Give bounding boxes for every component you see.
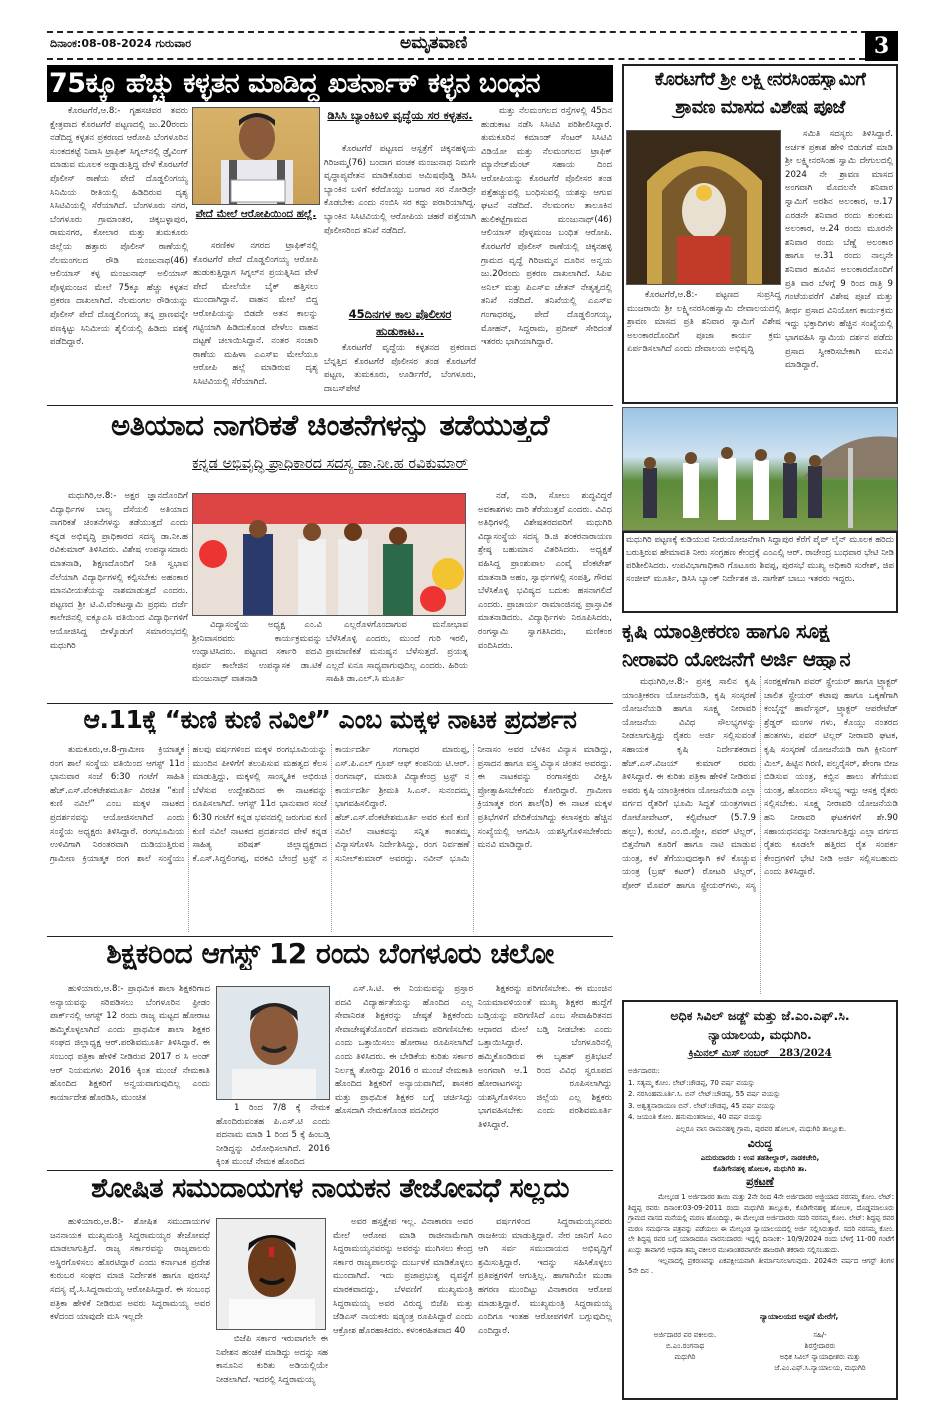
story3-body: ತುಮಕೂರು,ಆ.8-ಗ್ರಾಮೀಣ ಕ್ರಿಯಾತ್ಮಕ ರಂಗ ಶಾಲೆ ಸಂಸ್ಥೆಯ ವತಿಯಿಂದ ಆಗಸ್ಟ್ 11ರ ಭಾನುವಾರ ಸಂಜೆ 6:30 ಗಂಟೆಗೆ ಸಾಹಿತಿ ಹೆಚ್.ಎಸ್.ವೆಂಕಟೇಶಮೂರ್ತಿ ವಿರಚಿತ “ಕುಣಿ ಕುಣಿ ನವಿಲೆ” ಎಂಬ ಮಕ್ಕಳ ನಾಟಕದ ಪ್ರದರ್ಶನವನ್ನು ಆಯೋಜಿಸಲಾಗಿದೆ ಎಂದು ಸಂಸ್ಥೆಯ ಅಧ್ಯಕ್ಷರು ತಿಳಿಸಿದ್ದಾರೆ. ರಂಗಭೂಮಿಯ ಉಳಿವಿಗಾಗಿ ನಿರಂತರವಾಗಿ ದುಡಿಯುತ್ತಿರುವ ಗ್ರಾಮೀಣ ಕ್ರಿಯಾತ್ಮಕ ರಂಗ ಶಾಲೆ ಸಂಸ್ಥೆಯು ಹಲವು ವರ್ಷಗಳಿಂದ ಮಕ್ಕಳ ರಂಗಭೂಮಿಯನ್ನು ಮುಂದಿನ ಪೀಳಿಗೆಗೆ ತಲುಪಿಸುವ ಮಹತ್ವದ ಕೆಲಸ ಮಾಡುತ್ತಿದ್ದು, ಮಕ್ಕಳಲ್ಲಿ ಸಾಂಸ್ಕೃತಿಕ ಅಭಿರುಚಿ ಬೆಳೆಸುವ ಉದ್ದೇಶದಿಂದ ಈ ನಾಟಕವನ್ನು ರೂಪಿಸಲಾಗಿದೆ. ಆಗಸ್ಟ್ 11ರ ಭಾನುವಾರ ಸಂಜೆ 6:30 ಗಂಟೆಗೆ ಕನ್ನಡ ಭವನದಲ್ಲಿ ಜರುಗುವ ಕುಣಿ ಕುಣಿ ನವಿಲೆ ನಾಟಕದ ಪ್ರದರ್ಶನದ ವೇಳೆ ಕನ್ನಡ ಸಾಹಿತ್ಯ ಪರಿಷತ್ ಜಿಲ್ಲಾಧ್ಯಕ್ಷರಾದ ಕೆ.ಎಸ್.ಸಿದ್ದಲಿಂಗಪ್ಪ, ವರಕವಿ ಬೇಂದ್ರೆ ಟ್ರಸ್ಟ್ ನ ಕಾರ್ಯದರ್ಶಿ ಗಂಗಾಧರ ಮಾರುಪ್ಪ, ಎಸ್.ಪಿ.ಎಲ್ ಗ್ರೂಪ್ ಆಫ್ ಕಂಪನಿಯ ಟಿ.ಆರ್. ರಂಗನಾಥ್, ಮಾರುತಿ ವಿದ್ಯಾಕೇಂದ್ರ ಟ್ರಸ್ಟ್ ನ ಕಾರ್ಯದರ್ಶಿ ಶ್ರೀಮತಿ ಸಿ.ಎಸ್. ಸುನಂದಮ್ಮ ಭಾಗವಹಿಸಲಿದ್ದಾರೆ. ಹೆಚ್.ಎಸ್.ವೆಂಕಟೇಶಮೂರ್ತಿ ಅವರ ಕುಣಿ ಕುಣಿ ನವಿಲೆ ನಾಟಕವನ್ನು ಸನ್ನಿತ ಕಾಂತಮ್ಮ ವಿನ್ಯಾಸಗೊಳಿಸಿ ನಿರ್ದೇಶಿಸಿದ್ದು, ರಂಗ ನಿರ್ವಹಣೆ ಸುನೀಲ್‌ಕುಮಾರ್ ಅವರದ್ದು. ನವೀನ್ ಭೂಮಿ ನೀನಾಸಂ ಅವರ ಬೆಳಕಿನ ವಿನ್ಯಾಸ ಮಾಡಿದ್ದು, ಪ್ರಸಾದನ ಹಾಗೂ ವಸ್ತ್ರ ವಿನ್ಯಾಸ ಚಿಂತನ ಅವರದ್ದು. ಈ ನಾಟಕವನ್ನು ರಂಗಾಸಕ್ತರು ವೀಕ್ಷಿಸಿ ಪ್ರೋತ್ಸಾಹಿಸಬೇಕೆಂದು ಕೋರಿದ್ದಾರೆ. ಗ್ರಾಮೀಣ ಕ್ರಿಯಾತ್ಮಕ ರಂಗ ಶಾಲೆ(ರಿ) ಈ ನಾಟಕ ಮಕ್ಕಳ ಪ್ರತಿಭೆಗಳಿಗೆ ವೇದಿಕೆಯಾಗಿದ್ದು ಕಲಾಸಕ್ತರು ಹೆಚ್ಚಿನ ಸಂಖ್ಯೆಯಲ್ಲಿ ಆಗಮಿಸಿ ಯಶಸ್ವಿಗೊಳಿಸಬೇಕೆಂದು ಮನವಿ ಮಾಡಿದ್ದಾರೆ. bbox=[50, 745, 612, 864]
story2-col2: ವಿದ್ಯಾಸಂಸ್ಥೆಯ ಅಧ್ಯಕ್ಷ ಎಂ.ವಿ ಶ್ರೀನಿವಾಸರವರು ಕಾರ್ಯಕ್ರಮವನ್ನು ಉದ್ಘಾಟಿಸಿದರು. ಪಟ್ಟಣದ ಸರ್ಕಾರಿ ಪದವಿ ಪೂರ್ವ ಕಾಲೇಜಿನ ಉಪನ್ಯಾಸಕ ಡಾ.ಟಿಕೆ ಮಂಜುನಾಥ್ ವಾತನಾಡಿ bbox=[192, 620, 322, 685]
story2-col1: ಮಧುಗಿರಿ,ಆ.8:- ಅಕ್ಷರ ಜ್ಞಾನದೊಂದಿಗೆ ವಿದ್ಯಾರ್ಥಿಗಳ ಬಾಲ್ಯ ದೆಸೆಯಲಿ ಅತಿಯಾದ ನಾಗರಿಕತೆ ಚಿಂತನೆಗಳನ್ನು ತಡೆಯುತ್ತದೆ ಎಂದು ಕನ್ನಡ ಅಭಿವೃದ್ಧಿ ಪ್ರಾಧಿಕಾರದ ಸದಸ್ಯ ಡಾ.ನೀ.ಹ ರವಿಕುಮಾರ್ ತಿಳಿಸಿದರು. ವಿಶೇಷ ಉಪನ್ಯಾಸದಾರು ಮಾತನಾಡಿ, ಶಿಕ್ಷಣದೊಂದಿಗೆ ನೀತಿ ಸ್ವಭಾವ ನೆಲೆಯಾಗಿ ವಿದ್ಯಾರ್ಥಿಗಳಲ್ಲಿ ಕಲ್ಪಿಸಬೇಕು ಅಹಂಕಾರ ಮಾನವೀಯತೆಯನ್ನು ನಾಶಮಾಡುತ್ತದೆ ಎಂದರು. ಪಟ್ಟಣದ ಶ್ರೀ ಟಿ.ವಿ.ವೆಂಕಟಸ್ವಾಮಿ ಪ್ರಥಮ ದರ್ಜೆ ಕಾಲೇಜಿನಲ್ಲಿ ಐಕ್ಯೂಎಸಿ ವತಿಯಿಂದ ವಿದ್ಯಾರ್ಥಿಗಳಿಗೆ ಆಯೋಜಿಸಿದ್ದ ಬೀಳ್ಕೊಡುಗೆ ಸಮಾರಂಭದಲ್ಲಿ ಮಧುಗಿರಿ bbox=[50, 491, 188, 651]
temple-deity-photo bbox=[626, 130, 781, 285]
story1-headline: 75ಕ್ಕೂ ಹೆಚ್ಚು ಕಳ್ಳತನ ಮಾಡಿದ್ದ ಖತರ್ನಾಕ್ ಕಳ್ಳನ ಬಂಧನ bbox=[47, 65, 613, 102]
temple-headline-2: ಶ್ರಾವಣ ಮಾಸದ ವಿಶೇಷ ಪೂಜೆ bbox=[675, 98, 845, 118]
story1-photo-caption: ಪೇದೆ ಮೇಲೆ ಆರೋಪಿಯಿಂದ ಹಲ್ಲೆ. bbox=[195, 208, 317, 220]
story5-col3: ಅವರ ಹಸ್ತಕ್ಷೇಪ ಇಲ್ಲ. ವಿನಾಕಾರಣ ಅವರ ಮೇಲೆ ಆರೋಪ ಮಾಡಿ ರಾಜೀನಾಮೆಗಾಗಿ ಸಿದ್ದರಾಮಯ್ಯನವರನ್ನು ಅವರನ್ನು ಮುಗಿಸಲು ಕೇಂದ್ರ ಸರ್ಕಾರ ರಾಜ್ಯಪಾಲರನ್ನು ದುರ್ಬಳಕೆ ಮಾಡಿಕೊಳ್ಳಲು ಮುಂದಾಗಿದೆ. ಇದು ಪ್ರಜಾಪ್ರಭುತ್ವ ವ್ಯವಸ್ಥೆಗೆ ಮಾರಕವಾದದ್ದು, ಬೆಳವಣಿಗೆ ಮುಖ್ಯಮಂತ್ರಿ ಸಿದ್ದರಾಮಯ್ಯ ಅವರ ವಿರುದ್ಧ ಬಿಜೆಪಿ ಮತ್ತು ಜೆಡಿಎಸ್ ನಾಯಕರು ಷಡ್ಯಂತ್ರ ರೂಪಿಸಿದ್ದಾರೆ ಎಂದು ಆಕ್ರೋಶ ಹೊರಹಾಕಿದರು. ಕಳಂಕರಹಿತವಾದ 40 bbox=[333, 1217, 473, 1336]
story5-col4: ವರ್ಷಗಳಿಂದ ಸಿದ್ದರಾಮಯ್ಯನವರು ರಾಜಕೀಯ ಮಾಡುತ್ತಿದ್ದಾರೆ. ನೇರ ಜಾನಿಗೆ ಸಿಎಂ ಆಗಿ ಸರ್ವ ಸಮುದಾಯದ ಅಭಿವೃದ್ಧಿಗೆ ಶ್ರಮಿಸುತ್ತಿದ್ದಾರೆ. ಇದನ್ನು ಸಹಿಸಿಕೊಳ್ಳಲು ಪ್ರತಿಪಕ್ಷಗಳಿಗೆ ಆಗುತ್ತಿಲ್ಲ. ಹಾಗಾಗಿಯೇ ಮುಡಾ ಹಗರಣ ಮುಂದಿಟ್ಟು ವಿನಾಕಾರಣ ಆರೋಪ ಮಾಡುತ್ತಿದ್ದಾರೆ. ಮುಖ್ಯಮಂತ್ರಿ ಸಿದ್ದರಾಮಯ್ಯ ಎಂದಿಗೂ ಇಂತಹ ಆರೋಪಗಳಿಗೆ ಬಗ್ಗುವುದಿಲ್ಲ ಎಂದಿದ್ದಾರೆ. bbox=[478, 1217, 612, 1336]
story2-headline: ಅತಿಯಾದ ನಾಗರಿಕತೆ ಚಿಂತನೆಗಳನ್ನು ತಡೆಯುತ್ತದೆ bbox=[110, 410, 549, 442]
water-project-photo bbox=[622, 407, 898, 531]
story1-photo-accused bbox=[192, 107, 320, 205]
notice-advocate: ಅರ್ಜಿದಾರರ ಪರ ವಕೀಲರು. ಬಿ.ಎಂ.ರಂಗನಾಥ ಮಧುಗಿರಿ bbox=[653, 1331, 717, 1361]
story4-headline: ಶಿಕ್ಷಕರಿಂದ ಆಗಸ್ಟ್ 12 ರಂದು ಬೆಂಗಳೂರು ಚಲೋ bbox=[106, 939, 554, 970]
notice-versus: ವಿರುದ್ಧ bbox=[747, 1137, 773, 1150]
story1-subhead-dcc: ಡಿಸಿಸಿ ಬ್ಯಾಂಕಿಬಳಿ ವೃದ್ಧೆಯ ಸರ ಕಳ್ಳತನ. bbox=[327, 108, 473, 122]
story1-col3a: ಕೊರಟಗೆರೆ ಪಟ್ಟಣದ ಆಸ್ಪತ್ರೆಗೆ ಚಿಕ್ಕನಹಳ್ಳಿಯ ಗಿರಿಜಮ್ಮ(76) ಬಂದಾಗ ವಂಚಕ ಮಂಜುನಾಥ ನಿಮಗೇ ವೃದ್ಧಾಪ್ಯವೇತನ ಮಾಡಿಕೊಡುವ ಆಮಿಷವೊಡ್ಡಿ ಡಿಸಿಸಿ ಬ್ಯಾಂಕಿನ ಬಳಿಗೆ ಕರೆದೊಯ್ದು ಬಂಗಾರ ಸರ ನೋಡಿದ್ರೇ ಕೊಡಬೇಕು ಎಂದು ನಂಬಿಸಿ ಸರ ಕದ್ದು ಪರಾರಿಯಾಗಿದ್ದ. ಬ್ಯಾಂಕಿನ ಸಿಸಿಟಿವಿಯಲ್ಲಿ ಆರೋಪಿಯ ಚಹರೆ ಪತ್ತೆಯಾಗಿ ಪೊಲೀಸರಿಂದ ತನಿಖೆ ನಡೆದಿದೆ. bbox=[324, 144, 476, 236]
header-rule-bottom bbox=[47, 58, 865, 60]
notice-case-number: ಕ್ರಿಮಿನಲ್ ಮಿಸ್ ನಂಬರ್ 283/2024 bbox=[688, 1048, 832, 1059]
page-number: 3 bbox=[865, 31, 898, 61]
story4-col3: ಎಸ್.ಸಿ.ಟಿ. ಈ ನಿಯಮವನ್ನು ಪ್ರಸ್ತಾರ ಪದವಿ ವಿದ್ಯಾರ್ಹತೆಯನ್ನು ಹೊಂದಿದ ಎಲ್ಲ ಸೇವಾನಿರತ ಶಿಕ್ಷಕರನ್ನು ಜೇಷ್ಠತೆ ಶಿಕ್ಷಕರೆಂದು ಸೇವಾಜೇಷ್ಠತೆಯೊಂದಿಗೆ ಪದನಾಮ ಪರಿಗಣಿಸಬೇಕು ಎಂದು ಒತ್ತಾಯಿಸಲು ಹೋರಾಟ ರೂಪಿಸಲಾಗಿದೆ ಎಂದು ತಿಳಿಸಿದರು. ಈ ಬೇಡಿಕೆಯ ಕುರಿತು ಸರ್ಕಾರ ನಿರ್ಲಕ್ಷ್ಯ ತೋರಿದ್ದು 2016 ರ ಮುಂಚೆ ನೇಮಕಾತಿ ಹೊಂದಿದ ಶಿಕ್ಷಕರಿಗೆ ಅನ್ಯಾಯವಾಗಿದೆ, ಶಾಸಕರ ಮತ್ತು ಪ್ರಾಥಮಿಕ ಶಿಕ್ಷಕರ ಬಗ್ಗೆ ಚರ್ಚಿಸಿದ್ದು ಹೊಸದಾಗಿ ನೇಮಕಗೊಂಡ ಪದವೀಧರ bbox=[335, 984, 473, 1117]
story5-portrait bbox=[216, 1218, 326, 1330]
temple-col-bottom: ಕೊರಟಗೆರೆ,ಆ.8:- ಪಟ್ಟಣದ ಸುಪ್ರಸಿದ್ಧ ಮುಜರಾಯಿ ಶ್ರೀ ಲಕ್ಷ್ಮೀನರಸಿಂಹಸ್ವಾಮಿ ದೇವಾಲಯದಲ್ಲಿ ಶ್ರಾವಣ ಮಾಸದ ಪ್ರತಿ ಶನಿವಾರ ಸ್ವಾಮಿಗೆ ವಿಶೇಷ ಅಲಂಕಾರದೊಂದಿಗೆ ಪೂಜಾ ಕಾರ್ಯ ಕ್ರಮ ಏರ್ಪಡಿಸಲಾಗಿದೆ ಎಂದು ದೇವಾಲಯ ಅಭಿವೃದ್ಧಿ bbox=[627, 290, 781, 355]
story4-col2: 1 ರಿಂದ 7/8 ಕ್ಕೆ ನೇಮಕ ಹೊಂದಿರುವಂತಹ ಪಿ.ಎಸ್.ಟಿ ಎಂದು ಪದನಾಮ ಮಾಡಿ 1 ರಿಂದ 5 ಕ್ಕೆ ಹಿಂಬಡ್ತಿ ನೀಡಿದ್ದನ್ನು ವಿರೋಧಿಸಲಾಗಿದೆ. 2016 ಕ್ಕಿಂತ ಮುಂಚೆ ನೇಮಕ ಹೊಂದಿದ bbox=[216, 1103, 330, 1168]
masthead: ಅಮೃತವಾಣಿ bbox=[400, 33, 468, 53]
story2-event-photo bbox=[192, 493, 466, 616]
temple-headline-1: ಕೊರಟಗೆರೆ ಶ್ರೀ ಲಕ್ಷ್ಮೀನರಸಿಂಹಸ್ವಾಮಿಗೆ bbox=[654, 70, 866, 90]
divider bbox=[47, 405, 613, 406]
story1-col3b: ಕೊರಟಗೆರೆ ವೃದ್ಧೆಯ ಕಳ್ಳತನದ ಪ್ರಕರಣದ ಬೆನ್ನತ್ತಿದ ಕೊರಟಗೆರೆ ಪೊಲೀಸರ ತಂಡ ಕೊರಟಗೆರೆ ಪಟ್ಟಣ, ತುಮಕೂರು, ಊರ್ಡಿಗೆರೆ, ಬೆಂಗಳೂರು, ದಾಬಸ್‌ಪೇಟೆ bbox=[324, 343, 476, 394]
story2-col3: ಎಲ್ಲರೊಳಗೊಂದಾಗುವ ಮನೋಭಾವ ಬೆಳೆಸಿಕೊಳ್ಳಿ ಎಂದರು, ಮುಂದೆ ಗುರಿ ಇರಲಿ, ಪ್ರಾಮಾಣಿಕತೆ ಮನುಷ್ಯನ ಬೆಳೆಸುತ್ತದೆ. ಪ್ರಯತ್ನ ಎಲ್ಲದೆ ಏನೂ ಸಾಧ್ಯವಾಗುವುದಿಲ್ಲ ಎಂದರು. ಹಿರಿಯ ಸಾಹಿತಿ ಡಾ.ಎಲ್.ಸಿ ಮೂರ್ತಿ bbox=[326, 620, 468, 685]
notice-body: ಮೇಲ್ಕಂಡ 1 ಅರ್ಜಿದಾರರ ತಾಯಿ ಮತ್ತು 2ನೇ ರಿಂದ 4ನೇ ಅರ್ಜಿದಾರರ ಅಜ್ಜಿಯಾದ ನರಸಮ್ಮ ಕೋಂ. ಲೇಟ್: ಶಿದ್ಧಪ್ಪ ರವರು ದಿನಾಂಕ:03-09-2011 ರಂದು ಮಧುಗಿರಿ ತಾಲ್ಲೂಕು, ಕೊಡಿಗೇನಹಳ್ಳಿ ಹೋಬಳಿ, ದೊಡ್ಡಮಾಲೂರು ಗ್ರಾಮದ ವಾಸದ ಮನೆಯಲ್ಲಿ ಮರಣ ಹೊಂದಿದ್ದು, ಈ ಮೇಲ್ಕಂಡ ಅರ್ಜಿದಾರರು ಸದರಿ ನರಸಮ್ಮ ಕೋಂ. ಲೇಟ್: ಶಿದ್ಧಪ್ಪ ರವರ ಮರಣ ಸಮರ್ಥನಾ ಪತ್ರವನ್ನು ಪಡೆಯಲು ಈ ಮೇಲ್ಕಂಡ ನ್ಯಾಯಾಲಯದಲ್ಲಿ ಅರ್ಜಿ ಸಲ್ಲಿಸಿರುತ್ತಾರೆ. ಸದರಿ ನರಸಮ್ಮ ಕೋಂ. ಲೇ ಶಿದ್ಧಪ್ಪ ರವರ ಬಗ್ಗೆ ಯಾರಾದರೂ ವಾರಸುದಾರರು ಇದ್ದಲ್ಲಿ ದಿನಾಂಕ:- 10/9/2024 ರಂದು ಬೆಳಿಗ್ಗೆ 11-00 ಗಂಟೆಗೆ ಖುದ್ದು ತಾವಾಗಲಿ ಅಥವಾ ತಮ್ಮ ವಕೀಲರ ಮುಖಾಂತರವಾಗಲೀ ಹಾಜರಾಗಿ ತಕರಾರು ಸಲ್ಲಿಸಬಹುದು. ಇಲ್ಲವಾದಲ್ಲಿ ಪ್ರಕರಣವನ್ನು ಏಕಪಕ್ಷೀಯವಾಗಿ ತೀರ್ಮಾನಿಸಲಾಗುವುದು. 2024ನೇ ವರ್ಷದ ಆಗಸ್ಟ್ ತಿಂಗಳ 5ನೇ ದಿನ . bbox=[628, 1193, 894, 1276]
story2-col4: ನಡೆ, ನುಡಿ, ಸೋಲು ಶುದ್ಧವಿದ್ದರೆ ಅವಕಾಶಗಳು ದಾರಿ ತೆರೆಯುತ್ತವೆ ಎಂದರು. ವಿವಿಧ ಅತಿಥಿಗಳಲ್ಲಿ ವಿಶೇಷತರದವರಿಗೆ ಮಧುಗಿರಿ ವಿದ್ಯಾಸಂಸ್ಥೆಯ ಸದಸ್ಯ ಡಿ.ಜಿ ಶಂಕರನಾರಾಯಣ ಶ್ರೇಷ್ಠ ಬಹುಮಾನ ವಿತರಿಸಿದರು. ಅಧ್ಯಕ್ಷತೆ ವಹಿಸಿದ್ದ ಪ್ರಾಂಶುಪಾಲ ಎಂವೈ ವೆಂಕಟೇಶ್ ಮಾತನಾಡಿ ಅಹಂ, ಸ್ವಾರ್ಥಗಳಲ್ಲಿ ಸಂಪತ್ತಿ, ಗೌರವ ಬೆಳೆಸಿಕೊಳ್ಳಿ ಭವಿಷ್ಯದ ಬದುಕು ಹಸನಾಗಲಿದೆ ಎಂದರು. ಪ್ರಾಚಾರ್ಯ ರಾಮಾಂಜಿನಪ್ಪ ಪ್ರಾಸ್ತಾವಿಕ ಮಾತನಾಡಿದರು. ವಿದ್ಯಾರ್ಥಿಗಳು ನಿರೂಪಿಸಿದರು, ರಂಗಸ್ವಾಮಿ ಸ್ವಾಗತಿಸಿದರು, ಮಣಿಕಂಠ ವಂದಿಸಿದರು. bbox=[478, 491, 612, 651]
krishi-headline-1: ಕೃಷಿ ಯಾಂತ್ರೀಕರಣ ಹಾಗೂ ಸೂಕ್ಷ್ಮ bbox=[622, 620, 834, 642]
notice-prakatane: ಪ್ರಕಟಣೆ bbox=[746, 1175, 774, 1188]
krishi-headline-2: ನೀರಾವರಿ ಯೋಜನೆಗೆ ಅರ್ಜಿ ಆಹ್ವಾನ bbox=[622, 648, 851, 670]
divider bbox=[47, 703, 613, 704]
story1-col4: ಮತ್ತು ನೆಲಮಂಗಲದ ರಸ್ತೆಗಳಲ್ಲಿ 45ದಿನ ಹುಡುಕಾಟ ನಡೆಸಿ ಸಿಸಿಟಿವಿ ಪರಿಶೀಲಿಸಿದ್ದಾರೆ. ತುಮಕೂರಿನ ಕಮಾಂಡ್ ಸೆಂಟರ್ ಸಿಸಿಟಿವಿ ವಿಡಿಯೋ ಮತ್ತು ನೆಲಮಂಗಲದ ಟ್ರಾಫಿಕ್ ಮ್ಯಾನೇಜ್‌ಮೆಂಟ್ ಸಹಾಯ ದಿಂದ ಆರೋಪಿಯನ್ನು ಕೊರಟಗೆರೆ ಪೊಲೀಸರ ತಂಡ ಪತ್ತೆಹಚ್ಚುವಲ್ಲಿ ಬಂಧಿಸುವಲ್ಲಿ ಯಶಸ್ಸು ಆಗುವ ಘಟನೆ ನಡೆದಿದೆ. ನೆಲಮಂಗಲ ತಾಲೂಕಿನ ಹುಲಿಕಟ್ಟೆಗ್ರಾಮದ ಮಂಜುನಾಥ್(46) ಆಲಿಯಾಸ್ ಪೊಳ್ಳಮಂಜ ಬಂಧಿತ ಆರೋಪಿ. ಕೊರಟಗೆರೆ ಪೊಲೀಸ್ ಠಾಣೆಯಲ್ಲಿ ಚಿಕ್ಕನಹಳ್ಳಿ ಗ್ರಾಮದ ವೃದ್ಧೆ ಗಿರಿಜಮ್ಮನ ದೂರಿನ ಅನ್ವಯ ಜು.20ರಂದು ಪ್ರಕರಣ ದಾಖಲಾಗಿದೆ. ಸಿಪಿಐ ಅನಿಲ್ ಮತ್ತು ಪಿಎಸ್ಐ ಚೇತನ್ ನೇತೃತ್ವದಲ್ಲಿ ತನಿಖೆ ನಡೆದಿದೆ. ತನಿಖೆಯಲ್ಲಿ ಎಎಸ್ಐ ಗಂಗಾಧರಪ್ಪ, ಪೇದೆ ದೊಡ್ಡಲಿಂಗಯ್ಯ, ಮೋಹನ್, ಸಿದ್ದರಾಮ, ಪ್ರದೀಪ್ ಸೇರಿದಂತೆ ಇತರರು ಭಾಗಿಯಾಗಿದ್ದಾರೆ. bbox=[481, 106, 612, 348]
notice-court-title-1: ಅಧಿಕ ಸಿವಿಲ್ ಜಡ್ಜ್ ಮತ್ತು ಜೆ.ಎಂ.ಎಫ್.ಸಿ. bbox=[670, 1008, 850, 1023]
story3-headline: ಆ.11ಕ್ಕೆ “ಕುಣಿ ಕುಣಿ ನವಿಲೆ” ಎಂಬ ಮಕ್ಕಳ ನಾಟಕ ಪ್ರದರ್ಶನ bbox=[83, 706, 577, 734]
divider bbox=[47, 936, 613, 937]
notice-applicants: ಅರ್ಜಿದಾರರು: 1. ಸತ್ಯಮ್ಮ ಕೋಂ. ಲೇಟ್:ಚೌಡಪ್ಪ, 70 ವರ್ಷ ವಯಸ್ಸು 2. ನರಸಿಂಹಮೂರ್ತಿ.ಸಿ. ಬಿನ್ ಲೇಟ್:ಚೌಡಪ್ಪ, 55 ವರ್ಷ ವಯಸ್ಸು 3. ಅಶ್ವತ್ಥನಾರಾಯಣ ಬಿನ್. ಲೇಟ್:ಚೌಡಪ್ಪ, 45 ವರ್ಷ ವಯಸ್ಸು 4. ಜಯಂತಿ ಕೋಂ. ಹನುಮಂತರಾಜು, 40 ವರ್ಷ ವಯಸ್ಸು ಎಲ್ಲರೂ ವಾಸ ರಾಮನಹಳ್ಳಿ ಗ್ರಾಮ, ಪುರವರ ಹೋಬಳಿ, ಮಧುಗಿರಿ ತಾಲ್ಲೂಕು. bbox=[628, 1067, 847, 1133]
notice-respondent: ಎದುರುದಾರರು : ಉಪ ತಹಶೀಲ್ದಾರ್, ನಾಡಕಚೇರಿ, ಕೊಡಿಗೇನಹಳ್ಳಿ ಹೋಬಳಿ, ಮಧುಗಿರಿ ತಾ. bbox=[700, 1153, 820, 1173]
krishi-body: ಮಧುಗಿರಿ,ಆ.8:- ಪ್ರಸಕ್ತ ಸಾಲಿನ ಕೃಷಿ ಯಾಂತ್ರೀಕರಣ ಯೋಜನೆಯಡಿ, ಕೃಷಿ ಸಂಸ್ಕರಣೆ ಯೋಜನೆಯಡಿ ಹಾಗೂ ಸೂಕ್ಷ್ಮ ನೀರಾವರಿ ಯೋಜನೆಯ ವಿವಿಧ ಸೌಲಭ್ಯಗಳನ್ನು ನೀಡಲಾಗುತ್ತಿದ್ದು ರೈತರು ಅರ್ಜಿ ಸಲ್ಲಿಸುವಂತೆ ಸಹಾಯಕ ಕೃಷಿ ನಿರ್ದೇಶಕರಾದ ಹೆಚ್.ಎಸ್.ವಿಜಯ್ ಕುಮಾರ್ ರವರು ತಿಳಿಸಿದ್ದಾರೆ. ಈ ಕುರಿತು ಪತ್ರಿಕಾ ಹೇಳಿಕೆ ನೀಡಿರುವ ಅವರು ಕೃಷಿ ಯಾಂತ್ರೀಕರಣ ಯೋಜನೆಯಡಿ ಎಲ್ಲಾ ವರ್ಗದ ರೈತರಿಗೆ ಭೂಮಿ ಸಿದ್ಧತೆ ಯಂತ್ರಗಳಾದ ರೋಟೋವೇಟರ್, ಕಲ್ಟಿವೇಟರ್ (5.7.9 ಹಲ್ಲು), ಕುಂಟೆ, ಎಂ.ಬಿ.ಪ್ಲೋ, ಪವರ್ ಟಿಲ್ಲರ್, ಬಿತ್ತನೆಗಾಗಿ ಕೂರಿಗೆ ಹಾಗೂ ನಾಟಿ ಮಾಡುವ ಯಂತ್ರ, ಕಳೆ ತೆಗೆಯುವುದಕ್ಕಾಗಿ ಕಳೆ ಕೊಚ್ಚುವ ಯಂತ್ರ (ಬ್ರಷ್ ಕಟರ್) ರೋಟರಿ ಟಿಲ್ಲರ್, ಪೋರ್ ಮೊವರ್ ಹಾಗೂ ಸ್ಪ್ರೇಯರ್‌ಗಳು, ಸಸ್ಯ ಸಂರಕ್ಷಣೆಗಾಗಿ ಪವರ್ ಸ್ಪ್ರೇಯರ್ ಹಾಗೂ ಟ್ರ್ಯಾಕ್ಟರ್ ಚಾಲಿತ ಸ್ಪ್ರೇಯರ್ ಕಟಾವು ಹಾಗೂ ಒಕ್ಕಣೆಗಾಗಿ ಕಂಬೈನ್ಡ್ ಹಾರ್ವೆಸ್ಟರ್, ಟ್ರ್ಯಾಕ್ಟರ್ ಆಪರೇಟೆಡ್ ಶ್ರೆಡ್ಡರ್ ಮಂಗಳ ಗಳು, ಕೊಯ್ಲು ನಂತರದ ಹಂತಗಳು, ಪವರ್ ಟಿಲ್ಲರ್ ನೀರಾವರಿ ಘಟಕ, ಕೃಷಿ ಸಂಸ್ಕರಣೆ ಯೋಜನೆಯಡಿ ರಾಗಿ ಕ್ಲೀನಿಂಗ್ ಮಿಲ್, ಹಿಟ್ಟಿನ ಗಿರಣಿ, ಪಲ್ವರೈಸರ್, ಶೇಂಗಾ ಬೀಜ ಬಿಡಿಸುವ ಯಂತ್ರ, ಕಬ್ಬಿನ ಹಾಲು ತೆಗೆಯುವ ಯಂತ್ರ, ಹೊಂದಲು ಸೌಲಭ್ಯ ಇದ್ದು ಆಸಕ್ತ ರೈತರು ಸಲ್ಲಿಸಬೇಕು. ಸೂಕ್ಷ್ಮ ನೀರಾವರಿ ಯೋಜನೆಯಡಿ ಹನಿ ನೀರಾವರಿ ಘಟಕಗಳಿಗೆ ಶೇ.90 ಸಹಾಯಧನವನ್ನು ನೀಡಲಾಗುತ್ತಿದ್ದು ಎಲ್ಲಾ ವರ್ಗದ ರೈತರು ಕೂಡಲೇ ಹತ್ತಿರದ ರೈತ ಸಂಪರ್ಕ ಕೇಂದ್ರಗಳಿಗೆ ಭೇಟಿ ನೀಡಿ ಅರ್ಜಿ ಸಲ್ಲಿಸಬಹುದು ಎಂದು ತಿಳಿಸಿದ್ದಾರೆ. bbox=[622, 677, 898, 891]
story1-col1: ಕೊರಟಗೆರೆ,ಆ.8:- ಗೃಹಸಚಿವರ ತವರು ಕ್ಷೇತ್ರವಾದ ಕೊರಟಗೆರೆ ಪಟ್ಟಣದಲ್ಲಿ ಜು.20ರಂದು ನಡೆದಿದ್ದ ಕಳ್ಳತನ ಪ್ರಕರಣದ ಆರೋಪಿ ಬೆಂಗಳೂರಿನ ಸುಂಕದಕಟ್ಟೆ ನಿವಾಸಿ ಟ್ರಾಫಿಕ್ ಸಿಗ್ನಲ್‌ನಲ್ಲಿ ಡ್ರೈವಿಂಗ್ ಮಾಡುವ ಮೂಲಕ ಅಡ್ಡಾಡುತ್ತಿದ್ದ ವೇಳೆ ಕೊರಟಗೆರೆ ಪೊಲೀಸ್ ಠಾಣೆಯ ಪೇದೆ ದೊಡ್ಡಲಿಂಗಯ್ಯ ಸಿನಿಮಿಯ ರೀತಿಯಲ್ಲಿ ಹಿಡಿದಿರುವ ದೃಶ್ಯ ಸಿಸಿಟಿವಿಯಲ್ಲಿ ಸೆರೆಯಾಗಿದೆ. ಬೆಂಗಳೂರು ನಗರ, ಬೆಂಗಳೂರು ಗ್ರಾಮಾಂತರ, ಚಿಕ್ಕಬಳ್ಳಾಪುರ, ರಾಮನಗರ, ಕೋಲಾರ ಮತ್ತು ತುಮಕೂರು ಜಿಲ್ಲೆಯ ಹತ್ತಾರು ಪೊಲೀಸ್ ಠಾಣೆಯಲ್ಲಿ ನೆಲಮಂಗಲದ ರೌಡಿ ಮಂಜುನಾಥ(46) ಆಲಿಯಾಸ್ ಕಳ್ಳ ಮಂಜುನಾಥ್ ಅಲಿಯಾಸ್ ಪೊಳ್ಳಮಂಜನ ಮೇಲೆ 75ಕ್ಕೂ ಹೆಚ್ಚು ಕಳ್ಳತನ ಪ್ರಕರಣ ದಾಖಲಾಗಿದೆ. ನೆಲಮಂಗಲ ರೌಡಿಯನ್ನು ಪೊಲೀಸ್ ಪೇದೆ ದೊಡ್ಡಲಿಂಗಯ್ಯ ತನ್ನ ಪ್ರಾಣವನ್ನೇ ಪಣಕ್ಕಿಟ್ಟು ಸಿನಿಮೀಯ ಶೈಲಿಯಲ್ಲಿ ಹಿಡಿದು ವಶಕ್ಕೆ ಪಡೆದಿದ್ದಾರೆ. bbox=[50, 106, 188, 348]
story5-col1: ಹುಳಿಯಾರು,ಆ.8:- ಶೋಷಿತ ಸಮುದಾಯಗಳ ಜನನಾಯಕ ಮುಖ್ಯಮಂತ್ರಿ ಸಿದ್ದರಾಮಯ್ಯರ ತೇಜೋವಧೆ ಮಾಡಲಾಗುತ್ತಿದೆ. ರಾಜ್ಯ ಸರ್ಕಾರವನ್ನು ರಾಜ್ಯಪಾಲರು ಅಸ್ಥಿರಗೊಳಿಸಲು ಹೊರಟಿದ್ದಾರೆ ಎಂದು ಕರ್ನಾಟಕ ಪ್ರದೇಶ ಕುರುಬರ ಸಂಘದ ಮಾಜಿ ನಿರ್ದೇಶಕ ಹಾಗೂ ಪುರಸಭೆ ಸದಸ್ಯ ವೈ.ಸಿ.ಸಿದ್ದರಾಮಯ್ಯ ಆರೋಪಿಸಿದ್ದಾರೆ. ಈ ಸಂಬಂಧ ಪತ್ರಿಕಾ ಹೇಳಿಕೆ ನೀಡಿರುವ ಅವರು ಸಿದ್ದರಾಮಯ್ಯ ಅವರ ಕಳೆದಂದ ಯಾವುದೇ ಮಸಿ ಇಲ್ಲದೇ bbox=[50, 1217, 210, 1323]
story4-portrait bbox=[216, 986, 330, 1100]
notice-court-title-2: ನ್ಯಾಯಾಲಯ, ಮಧುಗಿರಿ. bbox=[708, 1027, 812, 1042]
story5-col2: ಬಿಜೆಪಿ ಸರ್ಕಾರ ಇರುವಾಗಲೇ ಈ ನಿವೇಶನ ಹಂಚಿಕೆ ಮಾಡಿದ್ದು ಅದನ್ನು ಸಹ ಕಾನೂನಿನ ಕುರಿತು ಅಡಿಯಲ್ಲಿಯೇ ನೀಡಲಾಗಿದೆ. ಇದರಲ್ಲಿ ಸಿದ್ದರಾಮಯ್ಯ bbox=[216, 1334, 328, 1385]
story1-col2: ಸರಣಿಕಳ ನಗರದ ಟ್ರಾಫಿಕ್‌ನಲ್ಲಿ ಕೊರಟಗೆರೆ ಪೇದೆ ದೊಡ್ಡಲಿಂಗಯ್ಯ ಆರೋಪಿ ಹುಡುಕುತ್ತಿದ್ದಾಗ ಸಿಗ್ನಲ್‌ನ ಪ್ರಯತ್ನಿಸಿದ ವೇಳೆ ಪೇದೆ ಮೇಲೆಯೇ ಬೈಕ್ ಹತ್ತಿಸಲು ಮುಂದಾಗಿದ್ದಾನೆ. ವಾಹನ ಮೇಲೆ ಬಿದ್ದ ಆರೋಪಿಯನ್ನು ಬಿಡದೇ ಅತನ ಕಾಲನ್ನು ಗಟ್ಟಿಯಾಗಿ ಹಿಡಿದುಕೊಂಡ ವೇಳೆಲು ವಾಹನ ದಟ್ಟಣೆ ಚಲಾಯಿಸಿದ್ದಾನೆ. ನಂತರ ಸಂಚಾರಿ ಠಾಣೆಯ ಮಹಿಳಾ ಎಎಸ್ಐ ಮೇಲೆಯೂ ಆರೋಪಿ ಹಲ್ಲೆ ಮಾಡಿರುವ ದೃಶ್ಯ ಸಿಸಿಟಿವಿಯಲ್ಲಿ ಸೆರೆಯಾಗಿದೆ. bbox=[193, 241, 318, 387]
issue-date: ದಿನಾಂಕ:08-08-2024 ಗುರುವಾರ bbox=[50, 37, 192, 50]
story5-headline: ಶೋಷಿತ ಸಮುದಾಯಗಳ ನಾಯಕನ ತೇಜೋವಧೆ ಸಲ್ಲದು bbox=[91, 1174, 569, 1204]
temple-col-right: ಸಮಿತಿ ಸದಸ್ಯರು ತಿಳಿಸಿದ್ದಾರೆ. ಅರ್ಚಕ ಪ್ರಕಾಶ ಹೇಳಿ ಬಿಡುಗಡೆ ಮಾಡಿ ಶ್ರೀ ಲಕ್ಷ್ಮೀನರಸಿಂಹ ಸ್ವಾಮಿ ದೇಗುಲದಲ್ಲಿ 2024 ನೇ ಶ್ರಾವಣ ಮಾಸದ ಅಂಗವಾಗಿ ಮೊದಲನೇ ಶನಿವಾರ ಸ್ವಾಮಿಗೆ ಅರಶಿನ ಅಲಂಕಾರ, ಆ.17 ಎರಡನೇ ಶನಿವಾರ ರಂದು ಕುಂಕುಮ ಅಲಂಕಾರ, ಆ.24 ರಂದು ಮೂರನೇ ಶನಿವಾರ ರಂದು ಬೆಣ್ಣೆ ಅಲಂಕಾರ ಹಾಗೂ ಆ.31 ರಂದು ನಾಲ್ಕನೇ ಶನಿವಾರ ಹೂವಿನ ಅಲಂಕಾರದೊಂದಿಗೆ ಪ್ರತಿ ವಾರ ಬೆಳಗ್ಗೆ 9 ರಿಂದ ರಾತ್ರಿ 9 ಗಂಟೆಯವರೆಗೆ ವಿಶೇಷ ಪೂಜೆ ಮತ್ತು ತೀರ್ಥ ಪ್ರಸಾದ ವಿನಿಯೋಗ ಕಾರ್ಯಕ್ರಮ ಇದ್ದು ಭಕ್ತಾದಿಗಳು ಹೆಚ್ಚಿನ ಸಂಖ್ಯೆಯಲ್ಲಿ ಭಾಗವಹಿಸಿ ಸ್ವಾಮಿಯ ದರ್ಶನ ಪಡೆದು ಪ್ರಸಾದ ಸ್ವೀಕರಿಸಬೇಕಾಗಿ ಮನವಿ ಮಾಡಿದ್ದಾರೆ. bbox=[785, 129, 893, 371]
story4-col4: ಶಿಕ್ಷಕರನ್ನು ಪರಿಗಣಿಸಬೇಕು. ಈ ಮುಂಚಿನ ನಿಯಮಾವಳಿಯಂತೆ ಮುಖ್ಯ ಶಿಕ್ಷಕರ ಹುದ್ದೆಗೆ ಬಡ್ತಿಯನ್ನು ಪರಿಗಣಿಸಿದೆ ಎಂಬ ಸೇವಾಹಿರಿತನದ ಆಧಾರದ ಮೇಲೆ ಬಡ್ತಿ ನೀಡಬೇಕು ಎಂದು ಒತ್ತಾಯಿಸಿದ್ದಾರೆ. ಬೆಂಗಳೂರಿನಲ್ಲಿ ಹಮ್ಮಿಕೊಂಡಿರುವ ಈ ಬೃಹತ್ ಪ್ರತಿಭಟನೆ ಅಂಗವಾಗಿ ಆ.1 ರಿಂದ ವಿವಿಧ ಸ್ವರೂಪದ ಹೋರಾಟಗಳನ್ನು ರೂಪಿಸಲಾಗಿದ್ದು ಯಶಸ್ವಿಗೊಳಿಸಲು ಜಿಲ್ಲೆಯ ಎಲ್ಲ ಶಿಕ್ಷಕರು ಭಾಗವಹಿಸಬೇಕು ಎಂದು ಪರಶಿವಮೂರ್ತಿ ತಿಳಿಸಿದ್ದಾರೆ. bbox=[478, 984, 612, 1130]
divider bbox=[47, 1170, 613, 1171]
story4-col1: ಹುಳಿಯಾರು,ಆ.8:- ಪ್ರಾಥಮಿಕ ಶಾಲಾ ಶಿಕ್ಷಕರಿಗಾದ ಅನ್ಯಾಯವನ್ನು ಸರಿಪಡಿಸಲು ಬೆಂಗಳೂರಿನ ಫ್ರೀಡಂ ಪಾರ್ಕ್‌ನಲ್ಲಿ ಆಗಸ್ಟ್ 12 ರಂದು ರಾಜ್ಯ ಮಟ್ಟದ ಹೋರಾಟ ಹಮ್ಮಿಕೊಳ್ಳಲಾಗಿದೆ ಎಂದು ಪ್ರಾಥಮಿಕ ಶಾಲಾ ಶಿಕ್ಷಕರ ಸಂಘದ ಜಿಲ್ಲಾಧ್ಯಕ್ಷ ಆರ್.ಪರಶಿವಮೂರ್ತಿ ತಿಳಿಸಿದ್ದಾರೆ. ಈ ಸಂಬಂಧ ಪತ್ರಿಕಾ ಹೇಳಿಕೆ ನೀಡಿರುವ 2017 ರ ಸಿ ಅಂಡ್ ಆರ್ ನಿಯಮಗಳು 2016 ಕ್ಕಿಂತ ಮುಂಚೆ ನೇಮಕಾತಿ ಹೊಂದಿದ ಶಿಕ್ಷಕರಿಗೆ ಅನ್ವಯವಾಗುವುದಿಲ್ಲ ಎಂದು ಕಾರ್ಯಾದೇಶ ಹೊರಡಿಸಿ, ಮುಂಚಿತ bbox=[50, 984, 210, 1103]
story1-subhead-search: 45ದಿನಗಳ ಕಾಲ ಪೊಲೀಸರ ಹುಡುಕಾಟ.. bbox=[348, 307, 452, 338]
notice-order: ನ್ಯಾಯಾಲಯದ ಅಪ್ಪಣೆ ಮೇರೆಗೆ, bbox=[760, 1312, 839, 1321]
story2-subhead: ಕನ್ನಡ ಅಭಿವೃದ್ಧಿ ಪ್ರಾಧಿಕಾರದ ಸದಸ್ಯ ಡಾ.ನೀ.ಹ ರವಿಕುಮಾರ್ bbox=[192, 456, 468, 472]
notice-signatory: ಸಹಿ/- ಶಿರಸ್ತೇದಾರರು ಅಧಿಕ ಸಿವಿಲ್ ನ್ಯಾಯಾಧೀಶರು ಮತ್ತು ಜೆ.ಎಂ.ಎಫ್.ಸಿ.ನ್ಯಾಯಾಲಯ, ಮಧುಗಿರಿ bbox=[774, 1331, 866, 1372]
water-project-caption: ಮಧುಗಿರಿ ಪಟ್ಟಣಕ್ಕೆ ಕುಡಿಯುವ ನೀರುಯೋಜನೆಗಾಗಿ ಸಿದ್ದಾಪುರ ಕೆರೆಗೆ ಪೈಪ್ ಲೈನ್ ಮೂಲಕ ಹರಿದು ಬರುತ್ತಿರುವ ಹೇಮಾವತಿ ನೀರು ಸಂಗ್ರಹಣ ಕೇಂದ್ರಕ್ಕೆ ಎಂಎಲ್ಸಿ ಆರ್. ರಾಜೇಂದ್ರ ಬುಧವಾರ ಭೇಟಿ ನೀಡಿ ಪರಿಶೀಲಿಸಿದರು. ಉಪವಿಭಾಗಾಧಿಕಾರಿ ಗೊಟೂರು ಶಿವಪ್ಪ, ಪುರಸಭೆ ಮುಖ್ಯ ಅಧಿಕಾರಿ ಸುರೇಶ್, ಜಿಪ ಸಂಜೀವ್ ಮೂರ್ತಿ, ಡಿಸಿಸಿ ಬ್ಯಾಂಕ್ ನಿರ್ದೇಶಕ ಜಿ. ನಾಗೇಶ್ ಬಾಬು ಇತರರು ಇದ್ದರು. bbox=[626, 535, 894, 584]
